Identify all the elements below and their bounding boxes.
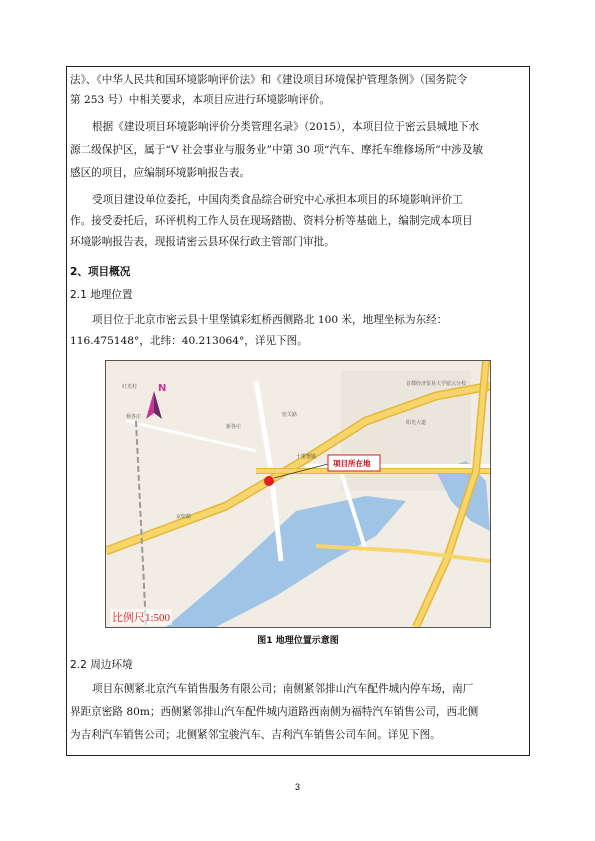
map-place-label: 阳光大道 (406, 420, 427, 426)
figure-caption: 图1 地理位置示意图 (257, 636, 339, 646)
paragraph-line: 环境影响报告表，现报请密云县环保行政主管部门审批。 (70, 236, 335, 248)
map-place-label: 杨各庄 (126, 414, 142, 420)
paragraph-line: 感区的项目，应编制环境影响报告表。 (70, 167, 251, 179)
north-arrow-label: N (158, 383, 167, 394)
map-place-label: 新各庄 (226, 424, 242, 430)
page-number: 3 (294, 782, 300, 792)
paragraph-line: 项目位于北京市密云县十里堡镇彩虹桥西侧路北 100 米，地理坐标为东经： (92, 314, 448, 326)
map-place-label: 十里堡镇 (296, 454, 317, 460)
project-location-label: 项目所在地 (333, 459, 371, 468)
map-place-label: 京密路 (176, 514, 192, 520)
section-heading: 2、项目概况 (70, 266, 131, 278)
paragraph-line: 项目东侧紧北京汽车销售服务有限公司；南侧紧邻排山汽车配件城内停车场，南厂 (92, 683, 474, 695)
map-scale-label: 比例尺1:500 (110, 609, 172, 625)
subsection-heading: 2.1 地理位置 (70, 289, 133, 301)
map-graphic (106, 361, 490, 627)
paragraph-line: 116.475148°，北纬：40.213064°，详见下图。 (70, 335, 308, 347)
subsection-heading: 2.2 周边环境 (70, 659, 133, 671)
paragraph-line: 作。接受委托后，环评机构工作人员在现场踏勘、资料分析等基础上，编制完成本项目 (70, 215, 473, 227)
paragraph-line: 界距京密路 80m；西侧紧邻排山汽车配件城内道路西南侧为福特汽车销售公司，西北侧 (70, 706, 479, 718)
paragraph-line: 为吉利汽车销售公司；北侧紧邻宝骏汽车、吉利汽车销售公司车间。详见下图。 (70, 729, 441, 741)
paragraph-line: 受项目建设单位委托，中国肉类食品综合研究中心承担本项目的环境影响评价工 (92, 194, 463, 206)
map-place-label: 红光村 (122, 384, 138, 390)
map-place-label: 密关路 (282, 412, 298, 418)
paragraph-line: 源二级保护区，属于“V 社会事业与服务业”中第 30 项“汽车、摩托车维修场所”中涉及敏 (70, 144, 484, 156)
paragraph-line: 法》、《中华人民共和国环境影响评价法》和《建设项目环境保护管理条例》（国务院令 (70, 74, 468, 86)
paragraph-line: 根据《建设项目环境影响评价分类管理名录》（2015），本项目位于密云县城地下水 (92, 121, 480, 133)
paragraph-line: 第 253 号）中相关要求，本项目应进行环境影响评价。 (70, 94, 331, 106)
location-map (105, 360, 491, 628)
map-place-label: 首都经济贸易大学密云分校 (406, 381, 467, 387)
